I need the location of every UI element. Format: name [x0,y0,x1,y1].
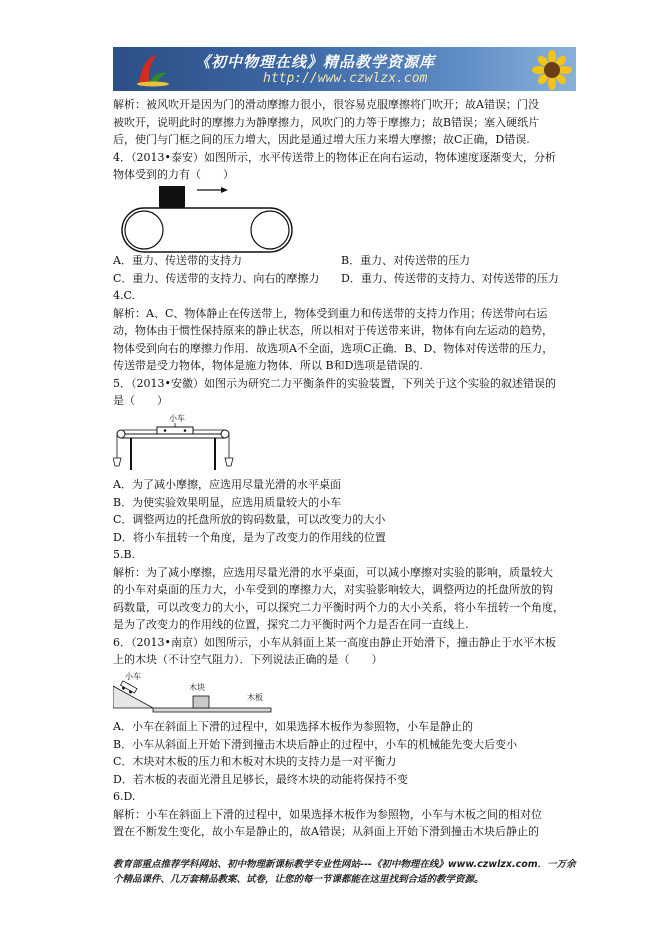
options-row [113,252,583,270]
option-c: C．木块对木板的压力和木板对木块的支持力是一对平衡力 [113,755,397,768]
text-line: 物体受到向右的摩擦力作用．故选项A不全面，选项C正确．B、D、物体对传送带的压力， [113,341,554,355]
left-roller [125,211,163,249]
question-6-stem-cont: 上的木块（不计空气阻力）．下列说法正确的是（ ） [113,653,383,666]
footer-line: 教育部重点推荐学科网站、初中物理新课标教学专业性网站---《初中物理在线》www.czwlzx.com．一万余 [113,859,576,870]
text-line: 动，物体由于惯性保持原来的静止状态，所以相对于传送带来讲，物体有向左运动的趋势， [113,324,553,337]
block-label: 木块 [189,683,205,692]
text-line: 传送带是受力物体，物体是施力物体．所以 B和D选项是错误的. [113,359,423,372]
option-c: C．重力、传送带的支持力、向右的摩擦力 [113,271,320,285]
question-4-options [113,252,583,287]
option-d: D．将小车扭转一个角度，是为了改变力的作用线的位置 [113,530,386,544]
header-banner [113,47,576,91]
right-weight-tray [225,458,233,466]
right-pulley [221,430,229,438]
text-line: 解析：被风吹开是因为门的滑动摩擦力很小，很容易克服摩擦将门吹开；故A错误；门没 [113,98,539,111]
option-d: D．若木板的表面光滑且足够长，最终木块的动能将保持不变 [113,772,408,786]
text-block-2 [113,287,576,410]
answer-5: 5.B. [113,548,136,561]
option-d: D．重力、传送带的支持力、对传送带的压力 [341,271,559,285]
text-block-3 [113,476,576,669]
left-weight-tray [113,458,121,466]
belt-loop [122,208,292,252]
cart [157,427,193,434]
text-line: 解析：小车在斜面上下滑的过程中，如果选择木板作为参照物，小车与木板之间的相对位 [113,807,542,821]
option-b: B．为使实验效果明显，应选用质量较大的小车 [113,495,342,509]
question-5-stem: 5．（2013•安徽）如图示为研究二力平衡条件的实验装置，下列关于这个实验的叙述错误的 [113,376,556,390]
footer-line: 个精品课件、几万套精品教案、试卷，让您的每一节课都能在这里找到合适的教学资源。 [113,874,484,885]
text-line: 解析：A、C、物体静止在传送带上，物体受到重力和传送带的支持力作用；传送带向右运 [113,306,548,320]
sunflower-icon [531,49,573,91]
banner-url[interactable]: http://www.czwlzx.com [263,71,428,86]
conveyor-belt-diagram [113,182,303,254]
cart-label: 小车 [125,672,141,681]
question-4-stem: 4．（2013•泰安）如图所示，水平传送带上的物体正在向右运动，物体速度逐渐变大，分析 [113,150,556,164]
site-logo-icon [133,53,173,87]
options-row [113,270,583,288]
right-roller [251,211,289,249]
page-footer [113,857,583,887]
option-b: B．小车从斜面上开始下滑到撞击木块后静止的过程中，小车的机械能先变大后变小 [113,737,518,751]
text-line: 的小车对桌面的压力大，小车受到的摩擦力大，对实验影响较大，调整两边的托盘所放的钩 [113,583,553,596]
force-balance-apparatus-diagram [113,410,235,472]
banner-title: 《初中物理在线》精品教学资源库 [195,53,436,71]
incline-cart-block-diagram [113,670,273,716]
question-6-stem: 6．（2013•南京）如图所示，小车从斜面上某一高度由静止开始滑下，撞击静止于水平木板 [113,635,556,649]
block-object [159,186,185,208]
option-b: B．重力、对传送带的压力 [341,254,471,267]
wood-block [193,696,209,708]
board-label: 木板 [247,693,263,702]
option-a: A．重力、传送带的支持力 [113,254,242,267]
question-4-stem-cont: 物体受到的力有（ ） [113,168,234,181]
text-line: 是为了改变力的作用线的位置，探究二力平衡时两个力是否在同一直线上. [113,618,469,631]
text-line: 解析：为了减小摩擦，应选用尽量光滑的水平桌面，可以减小摩擦对实验的影响，质量较大 [113,565,553,579]
text-line: 被吹开，说明此时的摩擦力为静摩擦力，风吹门的力等于摩擦力；故B错误；塞入硬纸片 [113,115,540,129]
text-block-1 [113,96,576,184]
cart-label: 小车 [169,414,185,423]
option-a: A．小车在斜面上下滑的过程中，如果选择木板作为参照物，小车是静止的 [113,720,473,733]
board [153,708,271,712]
option-c: C．调整两边的托盘所放的钩码数量，可以改变力的大小 [113,513,386,526]
text-block-4 [113,718,576,841]
text-line: 码数量，可以改变力的大小，可以探究二力平衡时两个力的大小关系，将小车扭转一个角度， [113,600,564,614]
text-line: 置在不断发生变化，故小车是静止的，故A错误；从斜面上开始下滑到撞击木块后静止的 [113,825,539,838]
question-5-stem-cont: 是（ ） [113,394,168,407]
option-a: A．为了减小摩擦，应选用尽量光滑的水平桌面 [113,478,341,491]
tabletop [121,434,225,438]
left-pulley [117,430,125,438]
answer-4: 4.C. [113,289,136,302]
text-line: 后，使门与门框之间的压力增大，因此是通过增大压力来增大摩擦；故C正确，D错误. [113,133,530,146]
answer-6: 6.D. [113,790,136,803]
